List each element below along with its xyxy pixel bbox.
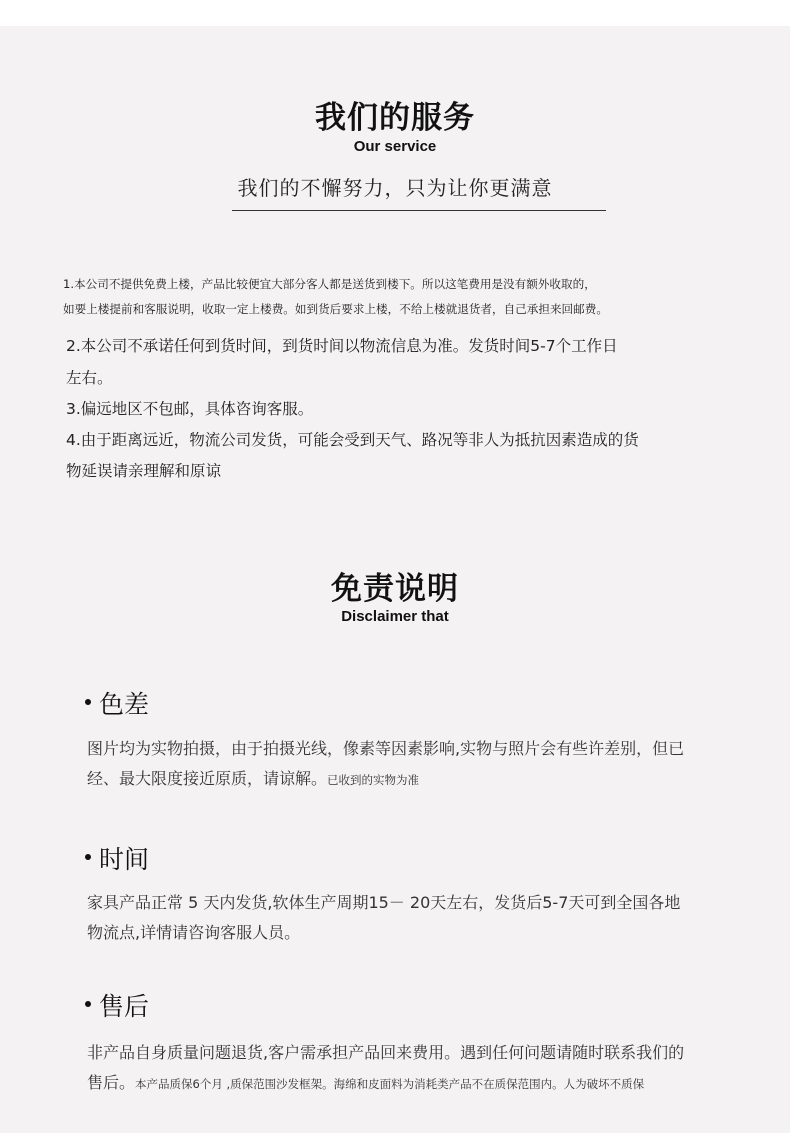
section-text-color-1: 图片均为实物拍摄，由于拍摄光线，像素等因素影响,实物与照片会有些许差别，但已 [87, 739, 685, 758]
service-note-small-2: 如要上楼提前和客服说明，收取一定上楼费。如到货后要求上楼，不给上楼就退货者，自己承担来回邮费。 [63, 302, 608, 316]
section-text-color-2 [87, 766, 419, 789]
service-note-3: 3.偏远地区不包邮，具体咨询客服。 [66, 400, 314, 418]
section-text-time-1: 家具产品正常 5 天内发货,软体生产周期15－ 20天左右，发货后5-7天可到全国各地 [87, 893, 681, 912]
section-text-main: 经、最大限度接近原质，请谅解。 [87, 769, 328, 788]
section-heading-time [85, 840, 149, 876]
service-title: 我们的服务 [315, 100, 475, 136]
disclaimer-subtitle: Disclaimer that [341, 608, 449, 625]
section-text-main: 售后。 [87, 1073, 136, 1092]
section-heading-label: 色差 [99, 690, 150, 719]
section-heading-aftersales [85, 987, 149, 1023]
service-note-small-1: 1.本公司不提供免费上楼，产品比较便宜大部分客人都是送货到楼下。所以这笔费用是没有额外收取的， [63, 277, 596, 291]
bullet-dot-icon [85, 854, 91, 860]
bullet-dot-icon [85, 699, 91, 705]
disclaimer-title: 免责说明 [331, 571, 459, 607]
service-slogan: 我们的不懈努力，只为让你更满意 [237, 176, 553, 200]
section-text-small: 本产品质保6个月 ,质保范围沙发框架。海绵和皮面料为消耗类产品不在质保范围内。人为破坏不质保 [135, 1077, 645, 1091]
section-heading-label: 售后 [99, 992, 150, 1021]
section-heading-color [85, 685, 149, 721]
service-note-5: 物延误请亲理解和原谅 [66, 462, 222, 480]
section-text-time-2 [87, 920, 300, 943]
service-note-1: 2.本公司不承诺任何到货时间，到货时间以物流信息为准。发货时间5-7个工作日 [66, 337, 618, 355]
service-subtitle: Our service [353, 138, 437, 155]
top-band [0, 0, 790, 26]
section-heading-label: 时间 [99, 845, 150, 874]
section-text-small: 已收到的实物为准 [327, 773, 420, 787]
section-text-main: 物流点,详情请咨询客服人员。 [87, 923, 301, 942]
service-note-2: 左右。 [66, 369, 113, 387]
service-note-4: 4.由于距离远近，物流公司发货，可能会受到天气、路况等非人为抵抗因素造成的货 [66, 431, 639, 449]
section-text-aftersales-1: 非产品自身质量问题退货,客户需承担产品回来费用。遇到任何问题请随时联系我们的 [87, 1043, 685, 1062]
section-text-aftersales-2 [87, 1070, 644, 1093]
slogan-divider [232, 210, 606, 211]
bullet-dot-icon [85, 1001, 91, 1007]
